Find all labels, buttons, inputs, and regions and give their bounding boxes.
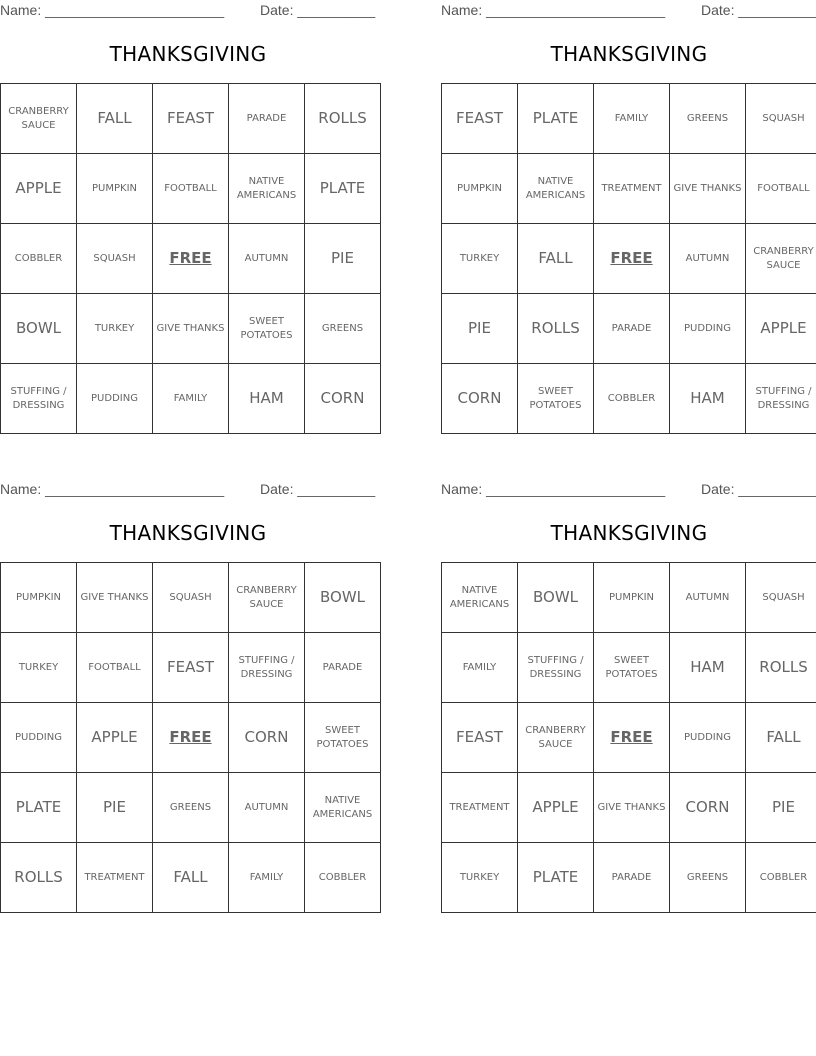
bingo-cell[interactable]: FAMILY [229, 843, 305, 913]
bingo-cell[interactable]: SQUASH [153, 563, 229, 633]
bingo-cell[interactable]: BOWL [305, 563, 381, 633]
bingo-cell[interactable]: PUDDING [77, 364, 153, 434]
bingo-cell[interactable]: ROLLS [746, 633, 816, 703]
bingo-cell[interactable]: HAM [670, 633, 746, 703]
bingo-cell[interactable]: STUFFING / DRESSING [518, 633, 594, 703]
grid-row [1, 154, 381, 224]
bingo-cell[interactable]: PARADE [229, 84, 305, 154]
bingo-cell[interactable]: CRANBERRY SAUCE [746, 224, 816, 294]
bingo-cell[interactable]: CORN [229, 703, 305, 773]
bingo-cell[interactable]: PLATE [518, 84, 594, 154]
bingo-cell[interactable]: CORN [670, 773, 746, 843]
bingo-cell[interactable]: AUTUMN [229, 773, 305, 843]
grid-row [1, 703, 381, 773]
name-date-row [441, 479, 816, 501]
bingo-cell[interactable]: AUTUMN [670, 224, 746, 294]
grid-row [442, 773, 816, 843]
bingo-cell[interactable]: ROLLS [305, 84, 381, 154]
bingo-cell[interactable]: PLATE [518, 843, 594, 913]
bingo-cell[interactable]: FALL [77, 84, 153, 154]
bingo-cell[interactable]: PARADE [305, 633, 381, 703]
bingo-cell[interactable]: PUDDING [670, 294, 746, 364]
bingo-cell[interactable]: PUMPKIN [77, 154, 153, 224]
bingo-cell[interactable]: GREENS [670, 84, 746, 154]
bingo-cell[interactable]: AUTUMN [229, 224, 305, 294]
bingo-cell[interactable]: GIVE THANKS [670, 154, 746, 224]
bingo-cell[interactable]: CORN [442, 364, 518, 434]
bingo-cell[interactable]: PUDDING [670, 703, 746, 773]
bingo-cell[interactable]: PUDDING [1, 703, 77, 773]
bingo-cell[interactable]: ROLLS [518, 294, 594, 364]
name-field[interactable]: Name: _______________________ [441, 2, 666, 18]
free-space-cell[interactable]: FREE [153, 703, 229, 773]
bingo-cell[interactable]: APPLE [518, 773, 594, 843]
grid-row [1, 84, 381, 154]
bingo-cell[interactable]: CRANBERRY SAUCE [229, 563, 305, 633]
grid-row [1, 773, 381, 843]
bingo-cell[interactable]: SWEET POTATOES [594, 633, 670, 703]
grid-row [442, 294, 816, 364]
bingo-cell[interactable]: FOOTBALL [153, 154, 229, 224]
bingo-cell[interactable]: TREATMENT [442, 773, 518, 843]
bingo-cell[interactable]: CRANBERRY SAUCE [1, 84, 77, 154]
bingo-cell[interactable]: NATIVE AMERICANS [518, 154, 594, 224]
bingo-cell[interactable]: COBBLER [1, 224, 77, 294]
bingo-card-3 [0, 479, 376, 887]
bingo-cell[interactable]: GIVE THANKS [153, 294, 229, 364]
card-title: THANKSGIVING [109, 42, 267, 66]
bingo-cell[interactable]: HAM [670, 364, 746, 434]
bingo-cell[interactable]: PARADE [594, 843, 670, 913]
grid-row [442, 703, 816, 773]
bingo-card-1 [0, 0, 376, 411]
bingo-cell[interactable]: SQUASH [746, 563, 816, 633]
bingo-cell[interactable]: FEAST [442, 84, 518, 154]
bingo-cell[interactable]: TURKEY [1, 633, 77, 703]
bingo-grid [441, 562, 816, 913]
bingo-cell[interactable]: PARADE [594, 294, 670, 364]
bingo-cell[interactable]: STUFFING / DRESSING [1, 364, 77, 434]
bingo-cell[interactable]: PUMPKIN [594, 563, 670, 633]
bingo-cell[interactable]: FEAST [153, 84, 229, 154]
bingo-cell[interactable]: SWEET POTATOES [518, 364, 594, 434]
bingo-cell[interactable]: PLATE [305, 154, 381, 224]
bingo-card-4 [441, 479, 816, 887]
grid-row [1, 563, 381, 633]
free-space-cell[interactable]: FREE [594, 224, 670, 294]
bingo-cell[interactable]: SQUASH [746, 84, 816, 154]
grid-row [442, 633, 816, 703]
bingo-cell[interactable]: TURKEY [77, 294, 153, 364]
bingo-cell[interactable]: PIE [442, 294, 518, 364]
date-field[interactable]: Date: __________ [701, 2, 816, 18]
bingo-card-2 [441, 0, 816, 411]
bingo-cell[interactable]: CORN [305, 364, 381, 434]
bingo-cell[interactable]: COBBLER [594, 364, 670, 434]
name-date-row [441, 0, 816, 22]
bingo-grid [0, 562, 381, 913]
bingo-cell[interactable]: GREENS [670, 843, 746, 913]
bingo-cell[interactable]: FAMILY [153, 364, 229, 434]
free-space-cell[interactable]: FREE [153, 224, 229, 294]
bingo-cell[interactable]: PIE [746, 773, 816, 843]
free-space-cell[interactable]: FREE [594, 703, 670, 773]
bingo-cell[interactable]: PIE [305, 224, 381, 294]
card-title: THANKSGIVING [109, 521, 267, 545]
bingo-cell[interactable]: TREATMENT [77, 843, 153, 913]
grid-row [442, 563, 816, 633]
bingo-cell[interactable]: CRANBERRY SAUCE [518, 703, 594, 773]
grid-row [442, 364, 816, 434]
bingo-cell[interactable]: TURKEY [442, 224, 518, 294]
bingo-cell[interactable]: GIVE THANKS [77, 563, 153, 633]
name-date-row [0, 479, 376, 501]
bingo-cell[interactable]: PUMPKIN [1, 563, 77, 633]
grid-row [1, 633, 381, 703]
card-title: THANKSGIVING [550, 42, 708, 66]
grid-row [1, 294, 381, 364]
bingo-cell[interactable]: FALL [518, 224, 594, 294]
bingo-cell[interactable]: APPLE [1, 154, 77, 224]
bingo-cell[interactable]: FAMILY [442, 633, 518, 703]
grid-row [442, 84, 816, 154]
bingo-grid [441, 83, 816, 434]
name-date-row [0, 0, 376, 22]
name-field[interactable]: Name: _______________________ [0, 2, 225, 18]
bingo-cell[interactable]: COBBLER [746, 843, 816, 913]
bingo-cell[interactable]: FEAST [442, 703, 518, 773]
bingo-cell[interactable]: APPLE [746, 294, 816, 364]
bingo-cell[interactable]: NATIVE AMERICANS [442, 563, 518, 633]
bingo-cell[interactable]: PIE [77, 773, 153, 843]
bingo-cell[interactable]: FEAST [153, 633, 229, 703]
grid-row [442, 224, 816, 294]
bingo-cell[interactable]: NATIVE AMERICANS [229, 154, 305, 224]
bingo-cell[interactable]: HAM [229, 364, 305, 434]
bingo-cell[interactable]: APPLE [77, 703, 153, 773]
bingo-cell[interactable]: TURKEY [442, 843, 518, 913]
bingo-cell[interactable]: FALL [153, 843, 229, 913]
bingo-cell[interactable]: SQUASH [77, 224, 153, 294]
bingo-cell[interactable]: PUMPKIN [442, 154, 518, 224]
date-field[interactable]: Date: __________ [260, 2, 376, 18]
bingo-cell[interactable]: AUTUMN [670, 563, 746, 633]
bingo-cell[interactable]: FOOTBALL [77, 633, 153, 703]
bingo-cell[interactable]: FOOTBALL [746, 154, 816, 224]
bingo-cell[interactable]: STUFFING / DRESSING [746, 364, 816, 434]
bingo-cell[interactable]: ROLLS [1, 843, 77, 913]
bingo-cell[interactable]: TREATMENT [594, 154, 670, 224]
bingo-cell[interactable]: FAMILY [594, 84, 670, 154]
bingo-cell[interactable]: NATIVE AMERICANS [305, 773, 381, 843]
grid-row [1, 364, 381, 434]
bingo-cell[interactable]: COBBLER [305, 843, 381, 913]
card-title: THANKSGIVING [550, 521, 708, 545]
name-field[interactable]: Name: _______________________ [0, 481, 225, 497]
date-field[interactable]: Date: __________ [260, 481, 376, 497]
bingo-cell[interactable]: STUFFING / DRESSING [229, 633, 305, 703]
bingo-cell[interactable]: PLATE [1, 773, 77, 843]
bingo-cell[interactable]: SWEET POTATOES [305, 703, 381, 773]
bingo-cell[interactable]: SWEET POTATOES [229, 294, 305, 364]
grid-row [1, 224, 381, 294]
date-field[interactable]: Date: __________ [701, 481, 816, 497]
grid-row [442, 843, 816, 913]
bingo-cell[interactable]: GREENS [305, 294, 381, 364]
grid-row [1, 843, 381, 913]
grid-row [442, 154, 816, 224]
bingo-cell[interactable]: BOWL [1, 294, 77, 364]
bingo-cell[interactable]: GIVE THANKS [594, 773, 670, 843]
bingo-cell[interactable]: BOWL [518, 563, 594, 633]
bingo-grid [0, 83, 381, 434]
bingo-cell[interactable]: FALL [746, 703, 816, 773]
bingo-cell[interactable]: GREENS [153, 773, 229, 843]
name-field[interactable]: Name: _______________________ [441, 481, 666, 497]
